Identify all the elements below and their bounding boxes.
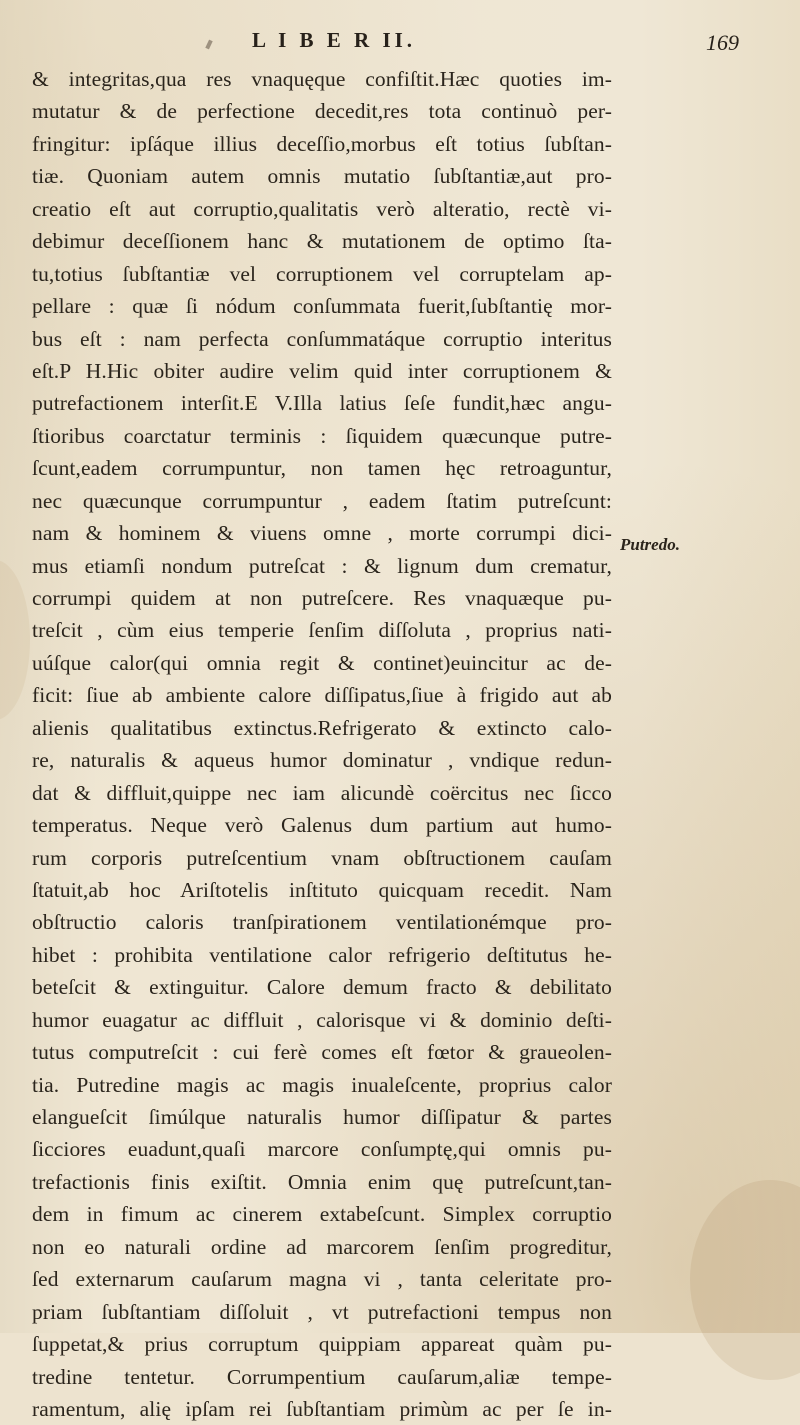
text-line: fringitur: ipſáque illius deceſſio,morbus eſt totius ſubſtan-: [32, 131, 612, 156]
text-line: tia. Putredine magis ac magis inualeſcente, proprius calor: [32, 1072, 612, 1097]
text-line: debimur deceſſionem hanc & mutationem de optimo ſta-: [32, 229, 612, 254]
text-line: creatio eſt aut corruptio,qualitatis verò alteratio, rectè vi-: [32, 196, 612, 221]
text-line: pellare : quæ ſi nódum conſummata fuerit,ſubſtantię mor-: [32, 294, 612, 319]
text-line: tiæ. Quoniam autem omnis mutatio ſubſtantiæ,aut pro-: [32, 164, 612, 189]
text-line: ficit: ſiue ab ambiente calore diſſipatus,ſiue à frigido aut ab: [32, 683, 612, 708]
text-line: bus eſt : nam perfecta conſummatáque corruptio interitus: [32, 326, 612, 351]
text-line: beteſcit & extinguitur. Calore demum fracto & debilitato: [32, 975, 612, 1000]
text-line: ſtatuit,ab hoc Ariſtotelis inſtituto quicquam recedit. Nam: [32, 877, 612, 902]
text-line: ſuppetat,& prius corruptum quippiam appareat quàm pu-: [32, 1332, 612, 1357]
text-line: putrefactionem interſit.E V.Illa latius ſeſe fundit,hæc angu-: [32, 391, 612, 416]
body-text: [32, 63, 612, 1425]
text-line: dat & diffluit,quippe nec iam alicundè coërcitus nec ſicco: [32, 780, 612, 805]
text-line: elangueſcit ſimúlque naturalis humor diſſipatur & partes: [32, 1105, 612, 1129]
text-line: mus etiamſi nondum putreſcat : & lignum dum crematur,: [32, 553, 612, 578]
text-line: tu,totius ſubſtantiæ vel corruptionem vel corruptelam ap-: [32, 261, 612, 286]
text-line: re, naturalis & aqueus humor dominatur , vndique redun-: [32, 748, 612, 773]
text-line: humor euagatur ac diffluit , calorisque vi & dominio deſti-: [32, 1007, 612, 1032]
text-line: nam & hominem & viuens omne , morte corrumpi dici-: [32, 521, 612, 546]
text-line: alienis qualitatibus extinctus.Refrigerato & extincto calo-: [32, 715, 612, 740]
text-line: tutus computreſcit : cui ferè comes eſt fœtor & graueolen-: [32, 1040, 612, 1065]
running-head: L I B E R II.: [252, 28, 417, 52]
text-line: nec quæcunque corrumpuntur , eadem ſtatim putreſcunt:: [32, 488, 612, 513]
ink-mark: [205, 40, 212, 50]
text-line: corrumpi quidem at non putreſcere. Res vnaquæque pu-: [32, 586, 612, 610]
text-line: tredine tentetur. Corrumpentium cauſarum,aliæ tempe-: [32, 1364, 612, 1389]
paper-stain: [0, 560, 30, 720]
text-line: obſtructio caloris tranſpirationem ventilationémque pro-: [32, 910, 612, 935]
paper-stain: [690, 1180, 800, 1380]
text-line: mutatur & de perfectione decedit,res tota continuò per-: [32, 99, 612, 124]
text-line: dem in fimum ac cinerem extabeſcunt. Simplex corruptio: [32, 1202, 612, 1227]
text-line: uúſque calor(qui omnia regit & continet)euincitur ac de-: [32, 650, 612, 675]
text-line: ſed externarum cauſarum magna vi , tanta celeritate pro-: [32, 1267, 612, 1292]
text-line: ſicciores euadunt,quaſi marcore conſumptę,qui omnis pu-: [32, 1137, 612, 1162]
text-line: rum corporis putreſcentium vnam obſtructionem cauſam: [32, 845, 612, 870]
text-line: ſcunt,eadem corrumpuntur, non tamen hęc retroaguntur,: [32, 456, 612, 481]
text-line: ramentum, alię ipſam rei ſubſtantiam primùm ac per ſe in-: [32, 1396, 612, 1421]
text-line: ſtioribus coarctatur terminis : ſiquidem quæcunque putre-: [32, 423, 612, 448]
text-line: trefactionis finis exiſtit. Omnia enim quę putreſcunt,tan-: [32, 1169, 612, 1194]
margin-note: Putredo.: [620, 535, 680, 554]
text-line: eſt.P H.Hic obiter audire velim quid inter corruptionem &: [32, 358, 612, 383]
text-line: hibet : prohibita ventilatione calor refrigerio deſtitutus he-: [32, 942, 612, 967]
text-line: temperatus. Neque verò Galenus dum partium aut humo-: [32, 813, 612, 838]
text-line: priam ſubſtantiam diſſoluit , vt putrefactioni tempus non: [32, 1299, 612, 1324]
text-line: & integritas,qua res vnaquęque confiſtit.Hæc quoties im-: [32, 67, 612, 91]
text-line: non eo naturali ordine ad marcorem ſenſim progreditur,: [32, 1234, 612, 1259]
page-number: 169: [706, 30, 739, 55]
text-line: treſcit , cùm eius temperie ſenſim diſſoluta , proprius nati-: [32, 618, 612, 643]
